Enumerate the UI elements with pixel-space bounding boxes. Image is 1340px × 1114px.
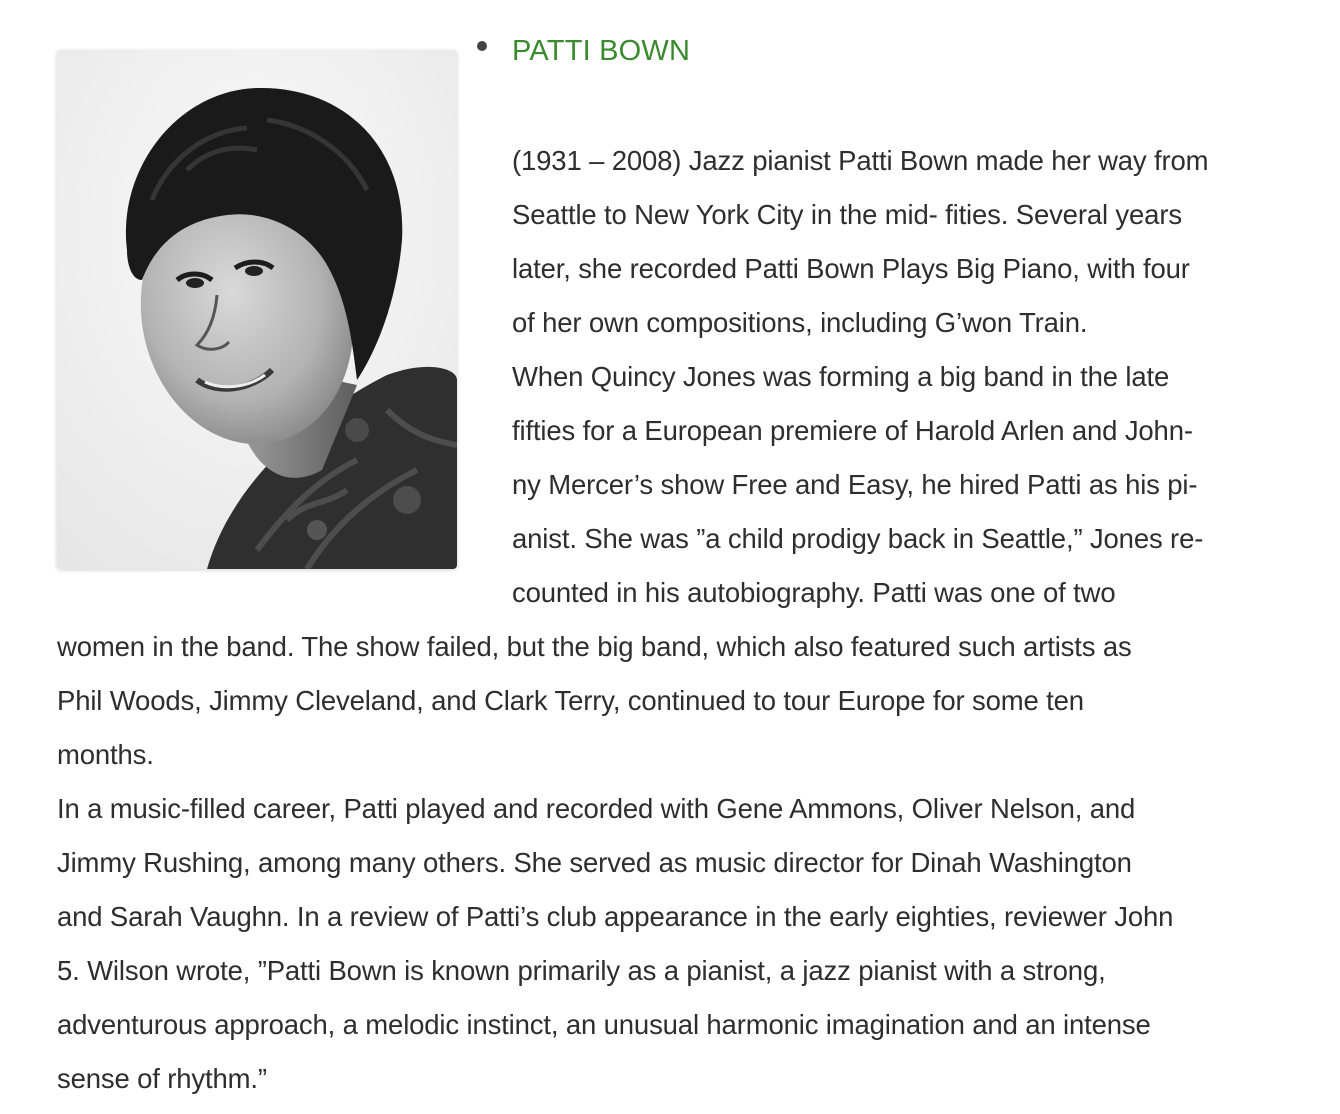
bio-line: 5. Wilson wrote, ”Patti Bown is known primarily as a pianist, a jazz pianist with a strong, [57,955,1106,986]
bio-line: and Sarah Vaughn. In a review of Patti’s club appearance in the early eighties, reviewer John [57,901,1174,932]
portrait-photo-illustration [57,50,457,569]
bio-line: of her own compositions, including G’won Train. [512,307,1088,338]
bio-line: counted in his autobiography. Patti was one of two [512,577,1116,608]
bio-line: (1931 – 2008) Jazz pianist Patti Bown made her way from [512,145,1209,176]
bio-line: adventurous approach, a melodic instinct, an unusual harmonic imagination and an intense [57,1009,1151,1040]
bio-line: ny Mercer’s show Free and Easy, he hired Patti as his pi- [512,469,1198,500]
bio-line: months. [57,739,154,770]
bio-line: anist. She was ”a child prodigy back in Seattle,” Jones re- [512,523,1204,554]
bio-line: Seattle to New York City in the mid- fities. Several years [512,199,1182,230]
portrait-photo [57,50,457,569]
bio-line: Phil Woods, Jimmy Cleveland, and Clark Terry, continued to tour Europe for some ten [57,685,1084,716]
bio-line: In a music-filled career, Patti played and recorded with Gene Ammons, Oliver Nelson, and [57,793,1136,824]
bio-line: fifties for a European premiere of Harold Arlen and John- [512,415,1193,446]
bio-line: When Quincy Jones was forming a big band in the late [512,361,1170,392]
bio-line: women in the band. The show failed, but the big band, which also featured such artists as [57,631,1132,662]
bio-line: Jimmy Rushing, among many others. She served as music director for Dinah Washington [57,847,1132,878]
list-bullet [477,41,487,51]
bio-line: sense of rhythm.” [57,1063,267,1094]
bio-line: later, she recorded Patti Bown Plays Big Piano, with four [512,253,1190,284]
entry-name-link[interactable]: PATTI BOWN [512,35,691,67]
